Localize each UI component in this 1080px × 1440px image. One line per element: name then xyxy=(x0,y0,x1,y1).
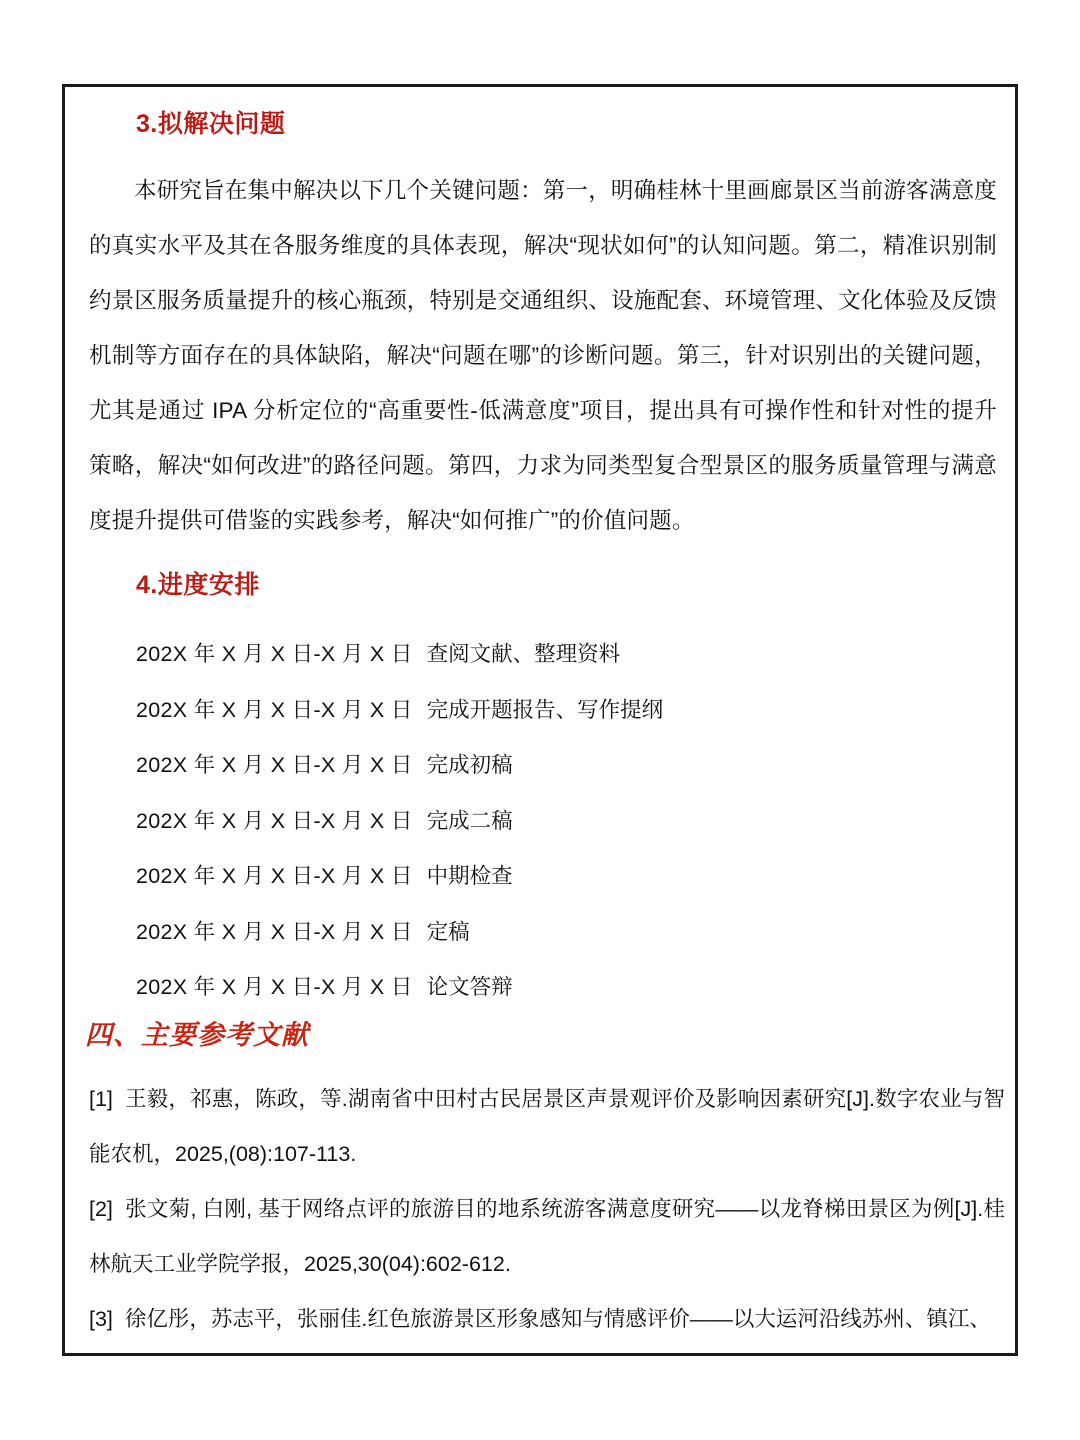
reference-item-number: [2] xyxy=(89,1197,113,1221)
schedule-item-task: 完成二稿 xyxy=(426,808,513,833)
schedule-item-task: 查阅文献、整理资料 xyxy=(426,642,621,666)
reference-item-text: 徐亿彤，苏志平，张丽佳.红色旅游景区形象感知与情感评价——以大运河沿线苏州、镇江、 xyxy=(124,1307,991,1331)
schedule-item-task: 中期检查 xyxy=(426,864,513,888)
schedule-item xyxy=(89,794,997,850)
problems-body-paragraph: 本研究旨在集中解决以下几个关键问题：第一，明确桂林十里画廊景区当前游客满意度的真实水平及其在各服务维度的具体表现，解决“现状如何”的认知问题。第二，精准识别制约景区服务质量提升的核心瓶颈，特别是交通组织、设施配套、环境管理、文化体验及反馈机制等方面存在的具体缺陷，解决“问题在哪”的诊断问题。第三，针对识别出的关键问题，尤其是通过 IPA 分析定位的“高重要性-低满意度”项目，提出具有可操作性和针对性的提升策略，解决“如何改进”的路径问题。第四，力求为同类型复合型景区的服务质量管理与满意度提升提供可借鉴的实践参考，解决“如何推广”的价值问题。 xyxy=(89,178,998,533)
schedule-item-date: 202X 年 X 月 X 日-X 月 X 日 xyxy=(136,808,413,833)
schedule-item xyxy=(89,627,997,683)
schedule-item-task: 论文答辩 xyxy=(426,975,513,999)
schedule-item xyxy=(89,683,997,739)
schedule-list xyxy=(89,627,997,1016)
schedule-item-task: 定稿 xyxy=(426,919,470,944)
heading-main-references: 四、主要参考文献 xyxy=(85,1020,309,1050)
schedule-item xyxy=(89,960,997,1016)
document-page-border xyxy=(62,84,1018,1356)
reference-item xyxy=(89,1292,1005,1347)
reference-item xyxy=(89,1182,1005,1292)
schedule-item-date: 202X 年 X 月 X 日-X 月 X 日 xyxy=(136,642,413,666)
schedule-item-date: 202X 年 X 月 X 日-X 月 X 日 xyxy=(136,975,413,999)
reference-item-number: [3] xyxy=(89,1307,113,1331)
schedule-item-date: 202X 年 X 月 X 日-X 月 X 日 xyxy=(136,697,413,722)
schedule-item-date: 202X 年 X 月 X 日-X 月 X 日 xyxy=(136,919,413,944)
schedule-item xyxy=(89,905,997,961)
document-page-content xyxy=(65,87,1015,1353)
reference-list xyxy=(89,1072,1005,1347)
reference-item-text: 王毅，祁惠，陈政，等.湖南省中田村古民居景区声景观评价及影响因素研究[J].数字农业与智能农机，2025,(08):107-113. xyxy=(89,1087,1005,1166)
reference-item-text: 张文菊, 白刚, 基于网络点评的旅游目的地系统游客满意度研究——以龙脊梯田景区为例[J].桂林航天工业学院学报，2025,30(04):602-612. xyxy=(89,1197,1005,1276)
schedule-item-date: 202X 年 X 月 X 日-X 月 X 日 xyxy=(136,753,413,777)
schedule-item xyxy=(89,849,997,905)
schedule-item-task: 完成开题报告、写作提纲 xyxy=(426,697,664,722)
reference-item xyxy=(89,1072,1005,1182)
schedule-item xyxy=(89,738,997,794)
schedule-item-task: 完成初稿 xyxy=(426,753,513,777)
reference-item-number: [1] xyxy=(89,1087,113,1111)
heading-schedule: 4.进度安排 xyxy=(136,571,260,599)
schedule-item-date: 202X 年 X 月 X 日-X 月 X 日 xyxy=(136,864,413,888)
heading-problems-to-solve: 3.拟解决问题 xyxy=(136,110,286,138)
